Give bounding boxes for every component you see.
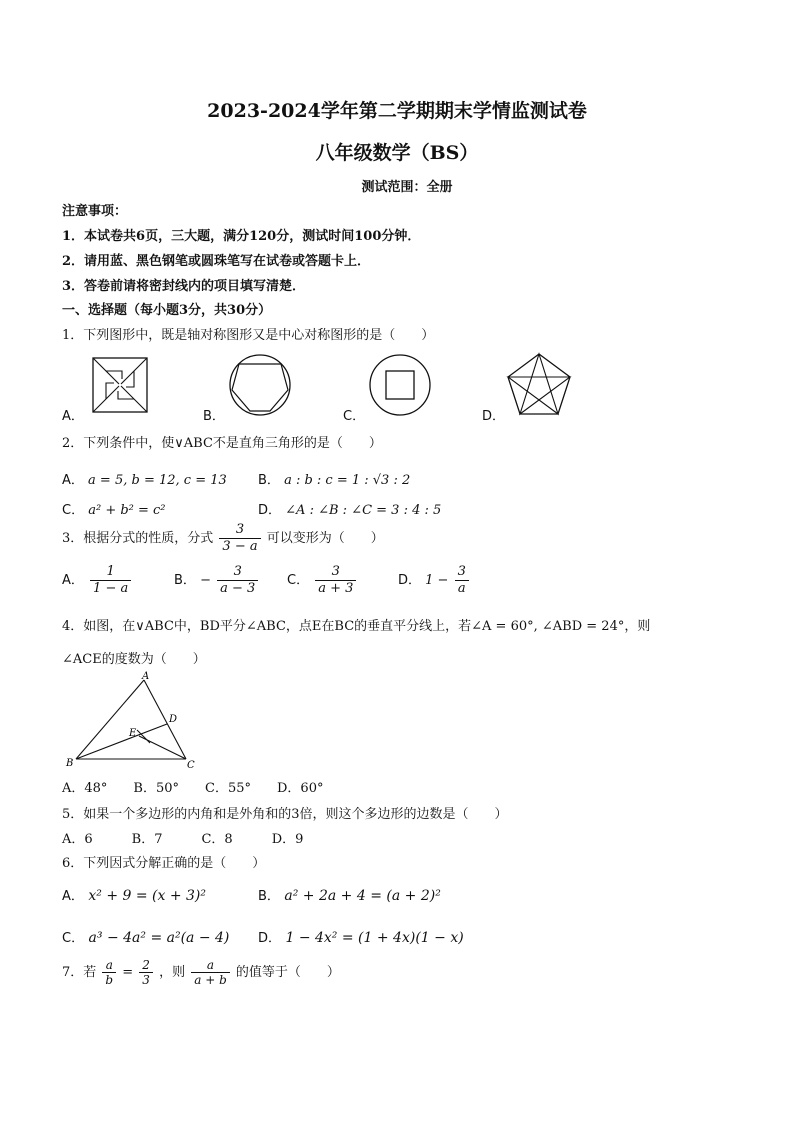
point-label-c: C: [187, 760, 195, 770]
note-item: 1．本试卷共6页，三大题，满分120分，测试时间100分钟．: [62, 229, 421, 244]
q3-option-a: [62, 564, 133, 597]
exam-subtitle: 八年级数学（BS）: [315, 142, 479, 164]
q1-option-b-label: B．: [203, 409, 225, 424]
fraction-numerator: 3: [233, 564, 242, 579]
note-item: 2．请用蓝、黑色钢笔或圆珠笔写在试卷或答题卡上．: [62, 254, 371, 269]
q1-option-c-label: C．: [343, 409, 366, 424]
fraction-denominator: 3 − a: [219, 538, 260, 555]
q4-options: A．48° B．50° C．55° D．60°: [62, 781, 324, 796]
q2-option-a: a = 5, b = 12, c = 13: [88, 473, 227, 488]
q6-option-a: x² + 9 = (x + 3)²: [88, 888, 207, 904]
q3-option-b-sign: −: [200, 573, 211, 588]
exam-title: 2023-2024学年第二学期期末学情监测试卷: [207, 100, 587, 122]
question-5-stem: 5．如果一个多边形的内角和是外角和的3倍，则这个多边形的边数是（ ）: [62, 807, 508, 822]
q1-option-d-label: D．: [482, 409, 506, 424]
q4-triangle-figure: [64, 670, 204, 770]
point-label-b: B: [66, 758, 74, 769]
q7-fraction-two-thirds: [139, 958, 153, 987]
q2-option-b-label: B．: [258, 473, 280, 488]
question-6-stem: 6．下列因式分解正确的是（ ）: [62, 856, 266, 871]
q3-option-d-fraction: [455, 564, 469, 597]
fraction-denominator: b: [102, 972, 116, 987]
fraction-numerator: 3: [457, 564, 466, 579]
q6-option-a-label: A．: [62, 889, 84, 904]
question-1-stem: 1．下列图形中，既是轴对称图形又是中心对称图形的是（ ）: [62, 328, 435, 343]
q3-option-a-fraction: [90, 564, 131, 597]
point-label-a: A: [142, 671, 150, 682]
q7-stem-post: 的值等于（ ）: [235, 965, 340, 980]
fraction-numerator: 3: [331, 564, 340, 579]
q3-option-b-label: B．: [174, 573, 196, 588]
q3-option-b-fraction: [217, 564, 258, 597]
q2-option-a-label: A．: [62, 473, 84, 488]
q3-option-c: [287, 564, 358, 597]
fraction-denominator: a − 3: [217, 580, 258, 597]
q2-option-c-label: C．: [62, 503, 85, 518]
q2-option-b: a : b : c = 1 : √3 : 2: [284, 473, 411, 488]
section-heading: 一、选择题（每小题3分，共30分）: [62, 303, 272, 318]
fraction-numerator: a: [206, 958, 215, 972]
q3-option-d-pre: 1 −: [425, 573, 449, 588]
fraction-denominator: 1 − a: [90, 580, 131, 597]
q3-stem-post: 可以变形为（ ）: [266, 531, 384, 546]
question-7-stem: [62, 958, 340, 987]
q1-figure-a: [92, 357, 148, 413]
q3-option-c-label: C．: [287, 573, 310, 588]
q6-option-c: a³ − 4a² = a²(a − 4): [88, 930, 230, 946]
q6-option-d-label: D．: [258, 931, 282, 946]
point-label-d: D: [169, 714, 178, 725]
notes-heading: 注意事项：: [62, 204, 128, 219]
q1-figure-d: [506, 352, 572, 418]
q3-option-d: [398, 564, 471, 597]
q1-option-a-label: A．: [62, 409, 84, 424]
fraction-numerator: 1: [106, 564, 115, 579]
fraction-denominator: a + 3: [315, 580, 356, 597]
q7-mid: ，则: [159, 965, 186, 980]
q7-fraction-a-over-a-plus-b: [191, 958, 230, 987]
fraction-denominator: a: [455, 580, 469, 597]
q6-option-b: a² + 2a + 4 = (a + 2)²: [284, 888, 441, 904]
test-scope: 测试范围：全册: [361, 180, 453, 195]
q2-option-d-label: D．: [258, 503, 282, 518]
q3-option-a-label: A．: [62, 573, 84, 588]
q3-option-c-fraction: [315, 564, 356, 597]
fraction-denominator: a + b: [191, 972, 230, 987]
q3-option-d-label: D．: [398, 573, 422, 588]
q2-option-d: ∠A : ∠B : ∠C = 3 : 4 : 5: [285, 503, 442, 518]
q2-option-c: a² + b² = c²: [88, 503, 166, 518]
q7-fraction-a-over-b: [102, 958, 116, 987]
note-item: 3．答卷前请将密封线内的项目填写清楚．: [62, 279, 306, 294]
question-4-stem-line1: 4．如图，在∨ABC中，BD平分∠ABC，点E在BC的垂直平分线上，若∠A = 60°, ∠ABD = 24°，则: [62, 619, 651, 634]
q3-option-b: [174, 564, 260, 597]
question-2-stem: 2．下列条件中，使∨ABC不是直角三角形的是（ ）: [62, 436, 382, 451]
q6-option-b-label: B．: [258, 889, 280, 904]
question-3-stem: [62, 522, 384, 555]
fraction-numerator: 2: [142, 958, 150, 972]
q3-stem-pre: 3．根据分式的性质，分式: [62, 531, 214, 546]
fraction-numerator: a: [105, 958, 113, 972]
q1-figure-c: [368, 353, 432, 417]
q3-stem-fraction: [219, 522, 260, 555]
q6-option-d: 1 − 4x² = (1 + 4x)(1 − x): [285, 930, 464, 946]
q1-figure-b: [228, 353, 292, 417]
point-label-e: E: [129, 728, 137, 739]
q7-equals: =: [122, 965, 134, 980]
question-4-stem-line2: ∠ACE的度数为（ ）: [62, 652, 206, 667]
fraction-denominator: 3: [139, 972, 153, 987]
q6-option-c-label: C．: [62, 931, 85, 946]
fraction-numerator: 3: [235, 522, 245, 537]
q5-options: A．6 B．7 C．8 D．9: [62, 832, 304, 847]
q7-stem-pre: 7．若: [62, 965, 97, 980]
